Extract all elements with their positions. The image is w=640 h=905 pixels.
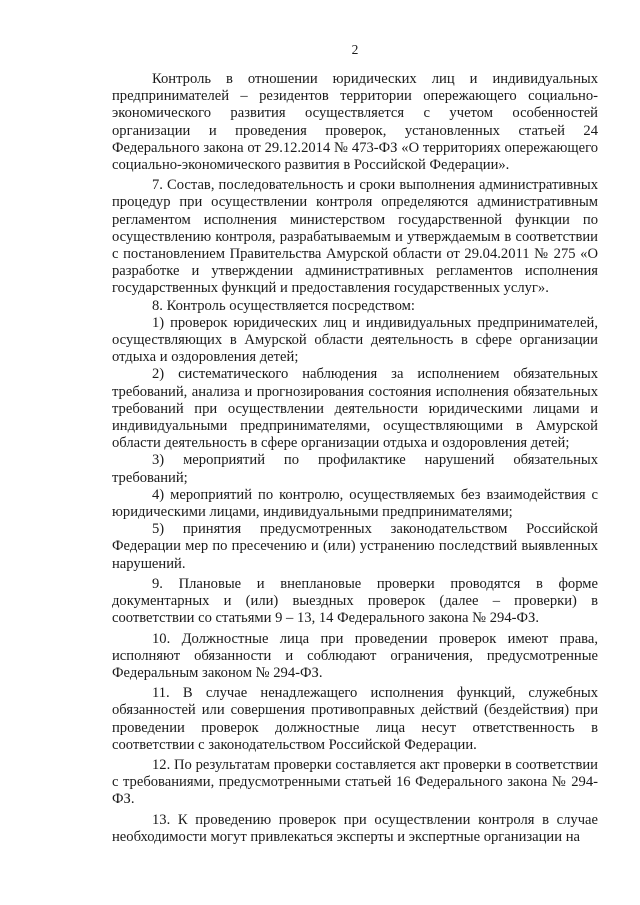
paragraph-9: 9. Плановые и внеплановые проверки проводятся в форме документарных и (или) выездных проверок (далее – проверки) в соответствии со статьями 9 – 13, 14 Федерального закона № 294-ФЗ. xyxy=(112,575,598,627)
paragraph-12: 12. По результатам проверки составляется акт проверки в соответствии с требованиями, предусмотренными статьей 16 Федерального закона № 294-ФЗ. xyxy=(112,756,598,808)
paragraph-control-residents: Контроль в отношении юридических лиц и индивидуальных предпринимателей – резидентов территории опережающего социально-экономического развития осуществляется с учетом особенностей организации и проведения проверок, установленных статьей 24 Федерального закона от 29.12.2014 № 473-ФЗ «О территориях опережающего социально-экономического развития в Российской Федерации». xyxy=(112,71,598,174)
paragraph-8: 8. Контроль осуществляется посредством: xyxy=(152,297,415,314)
page-number: 2 xyxy=(351,42,359,57)
paragraph-8-item-4: 4) мероприятий по контролю, осуществляемых без взаимодействия с юридическими лицами, индивидуальными предпринимателями; xyxy=(112,486,598,521)
paragraph-10: 10. Должностные лица при проведении проверок имеют права, исполняют обязанности и соблюдают ограничения, предусмотренные Федеральным законом № 294-ФЗ. xyxy=(112,630,598,681)
paragraph-8-item-3: 3) мероприятий по профилактике нарушений обязательных требований; xyxy=(112,452,598,486)
paragraph-11: 11. В случае ненадлежащего исполнения функций, служебных обязанностей или совершения противоправных действий (бездействия) при проведении проверок должностные лица несут ответственность в соответствии с законодательством Российской Федерации. xyxy=(112,685,598,753)
paragraph-8-item-5: 5) принятия предусмотренных законодательством Российской Федерации мер по пресечению и (или) устранению последствий выявленных нарушений. xyxy=(112,521,598,572)
paragraph-8-item-2: 2) систематического наблюдения за исполнением обязательных требований, анализа и прогнозирования состояния исполнения обязательных требований при осуществлении деятельности юридическими лицами и индивидуальными предпринимателями, осуществляющими в Амурской области деятельность в сфере организации отдыха и оздоровления детей; xyxy=(112,366,598,452)
paragraph-13: 13. К проведению проверок при осуществлении контроля в случае необходимости могут привлекаться эксперты и экспертные организации на xyxy=(112,811,598,845)
paragraph-8-item-1: 1) проверок юридических лиц и индивидуальных предпринимателей, осуществляющих в Амурской области деятельность в сфере организации отдыха и оздоровления детей; xyxy=(112,314,598,366)
paragraph-7: 7. Состав, последовательность и сроки выполнения административных процедур при осуществлении контроля определяются административным регламентом исполнения министерством государственной функции по осуществлению контроля, разрабатываемым и утверждаемым в соответствии с постановлением Правительства Амурской области от 29.04.2011 № 275 «О разработке и утверждении административных регламентов исполнения государственных функций и предоставления государственных услуг». xyxy=(112,177,598,297)
